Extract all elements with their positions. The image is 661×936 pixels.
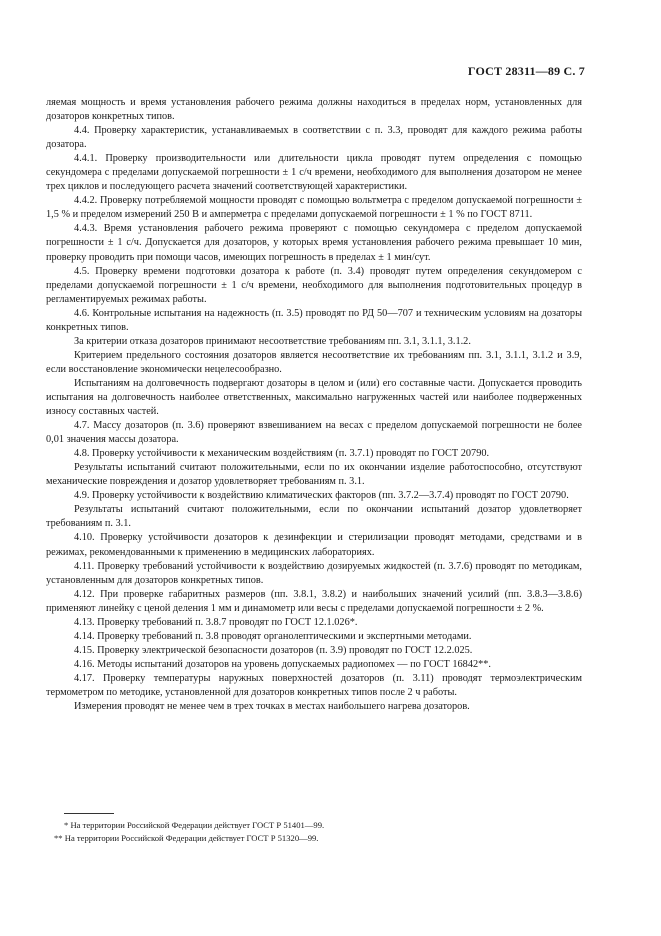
paragraph: 4.9. Проверку устойчивости к воздействию климатических факторов (пп. 3.7.2—3.7.4) проводят по ГОСТ 20790. — [74, 490, 569, 502]
document-body — [46, 96, 582, 714]
paragraph: 4.6. Контрольные испытания на надежность (п. 3.5) проводят по РД 50—707 и техническим условиям на дозаторы конкретных типов. — [46, 307, 582, 333]
paragraph: Критерием предельного состояния дозаторов является несоответствие их требованиям пп. 3.1, 3.1.1, 3.1.2 и 3.9, если восстановление экономически нецелесообразно. — [46, 349, 582, 375]
paragraph: 4.7. Массу дозаторов (п. 3.6) проверяют взвешиванием на весах с пределом допускаемой погрешности не более 0,01 значения массы дозатора. — [46, 420, 582, 446]
paragraph: Результаты испытаний считают положительными, если по окончании испытаний дозатор удовлетворяет требованиям п. 3.1. — [46, 504, 582, 530]
paragraph: 4.13. Проверку требований п. 3.8.7 проводят по ГОСТ 12.1.026*. — [74, 616, 358, 628]
paragraph: 4.4.1. Проверку производительности или длительности цикла проводят путем определения с помощью секундомера с пределами допускаемой погрешности ± 1 с/ч времени, необходимого для выполнения дозатором не менее трех циклов и последующего расчета значений соответствующей характеристики. — [46, 153, 582, 193]
footnote: * На территории Российской Федерации действует ГОСТ Р 51401—99. — [64, 820, 325, 830]
paragraph: 4.15. Проверку электрической безопасности дозаторов (п. 3.9) проводят по ГОСТ 12.2.025. — [74, 644, 473, 656]
paragraph: 4.11. Проверку требований устойчивости к воздействию дозируемых жидкостей (п. 3.7.6) проводят по методикам, установленным для дозаторов конкретных типов. — [46, 560, 582, 586]
paragraph: 4.4.3. Время установления рабочего режима проверяют с помощью секундомера с пределом допускаемой погрешности ± 1 с/ч. Допускается для дозаторов, у которых время установления рабочего режима превышает 10 мин, проверку проводить при помощи часов, имеющих погрешность в пределах ± 1 мин/сут. — [46, 223, 582, 263]
paragraph: 4.5. Проверку времени подготовки дозатора к работе (п. 3.4) проводят путем определения секундомером с пределами допускаемой погрешности ± 1 с/ч времени, необходимого для выполнения подготовительных процедур в регламентируемых режимах работы. — [46, 265, 582, 305]
paragraph: Измерения проводят не менее чем в трех точках в местах наибольшего нагрева дозаторов. — [74, 701, 470, 713]
paragraph: 4.14. Проверку требований п. 3.8 проводят органолептическими и экспертными методами. — [74, 630, 472, 642]
paragraph: 4.10. Проверку устойчивости дозаторов к дезинфекции и стерилизации проводят методами, средствами и в режимах, рекомендованными к применению в медицинских лабораториях. — [46, 532, 582, 558]
paragraph: 4.12. При проверке габаритных размеров (пп. 3.8.1, 3.8.2) и наибольших значений усилий (пп. 3.8.3—3.8.6) применяют линейку с ценой деления 1 мм и динамометр или весы с пределами допускаемой погрешности ± 2 %. — [46, 588, 582, 614]
paragraph: 4.17. Проверку температуры наружных поверхностей дозаторов (п. 3.11) проводят термоэлектрическим термометром по методике, установленной для дозаторов конкретных типов после 2 ч работы. — [46, 672, 582, 698]
footnote: ** На территории Российской Федерации действует ГОСТ Р 51320—99. — [54, 833, 319, 843]
paragraph: Результаты испытаний считают положительными, если по их окончании изделие работоспособно, отсутствуют механические повреждения и дозатор удовлетворяет требованиям п. 3.1. — [46, 462, 582, 488]
footnotes — [46, 819, 582, 845]
paragraph: 4.4.2. Проверку потребляемой мощности проводят с помощью вольтметра с пределом допускаемой погрешности ± 1,5 % и пределом измерений 250 В и амперметра с пределами допускаемой погрешности ± 1 % по ГОСТ 8711. — [46, 195, 582, 221]
paragraph: 4.8. Проверку устойчивости к механическим воздействиям (п. 3.7.1) проводят по ГОСТ 20790. — [74, 448, 490, 460]
paragraph: 4.4. Проверку характеристик, устанавливаемых в соответствии с п. 3.3, проводят для каждого режима работы дозатора. — [46, 125, 582, 151]
footnote-divider — [64, 813, 114, 814]
page-header: ГОСТ 28311—89 С. 7 — [467, 64, 585, 78]
paragraph: ляемая мощность и время установления рабочего режима должны находиться в пределах норм, установленных для дозаторов конкретных типов. — [46, 97, 582, 123]
paragraph: Испытаниям на долговечность подвергают дозаторы в целом и (или) его составные части. Допускается проводить испытания на долговечность наиболее ответственных, максимально нагруженных частей или наиболее подверженных износу составных частей. — [46, 377, 582, 418]
paragraph: За критерии отказа дозаторов принимают несоответствие требованиям пп. 3.1, 3.1.1, 3.1.2. — [74, 335, 471, 347]
paragraph: 4.16. Методы испытаний дозаторов на уровень допускаемых радиопомех — по ГОСТ 16842**. — [74, 658, 491, 670]
